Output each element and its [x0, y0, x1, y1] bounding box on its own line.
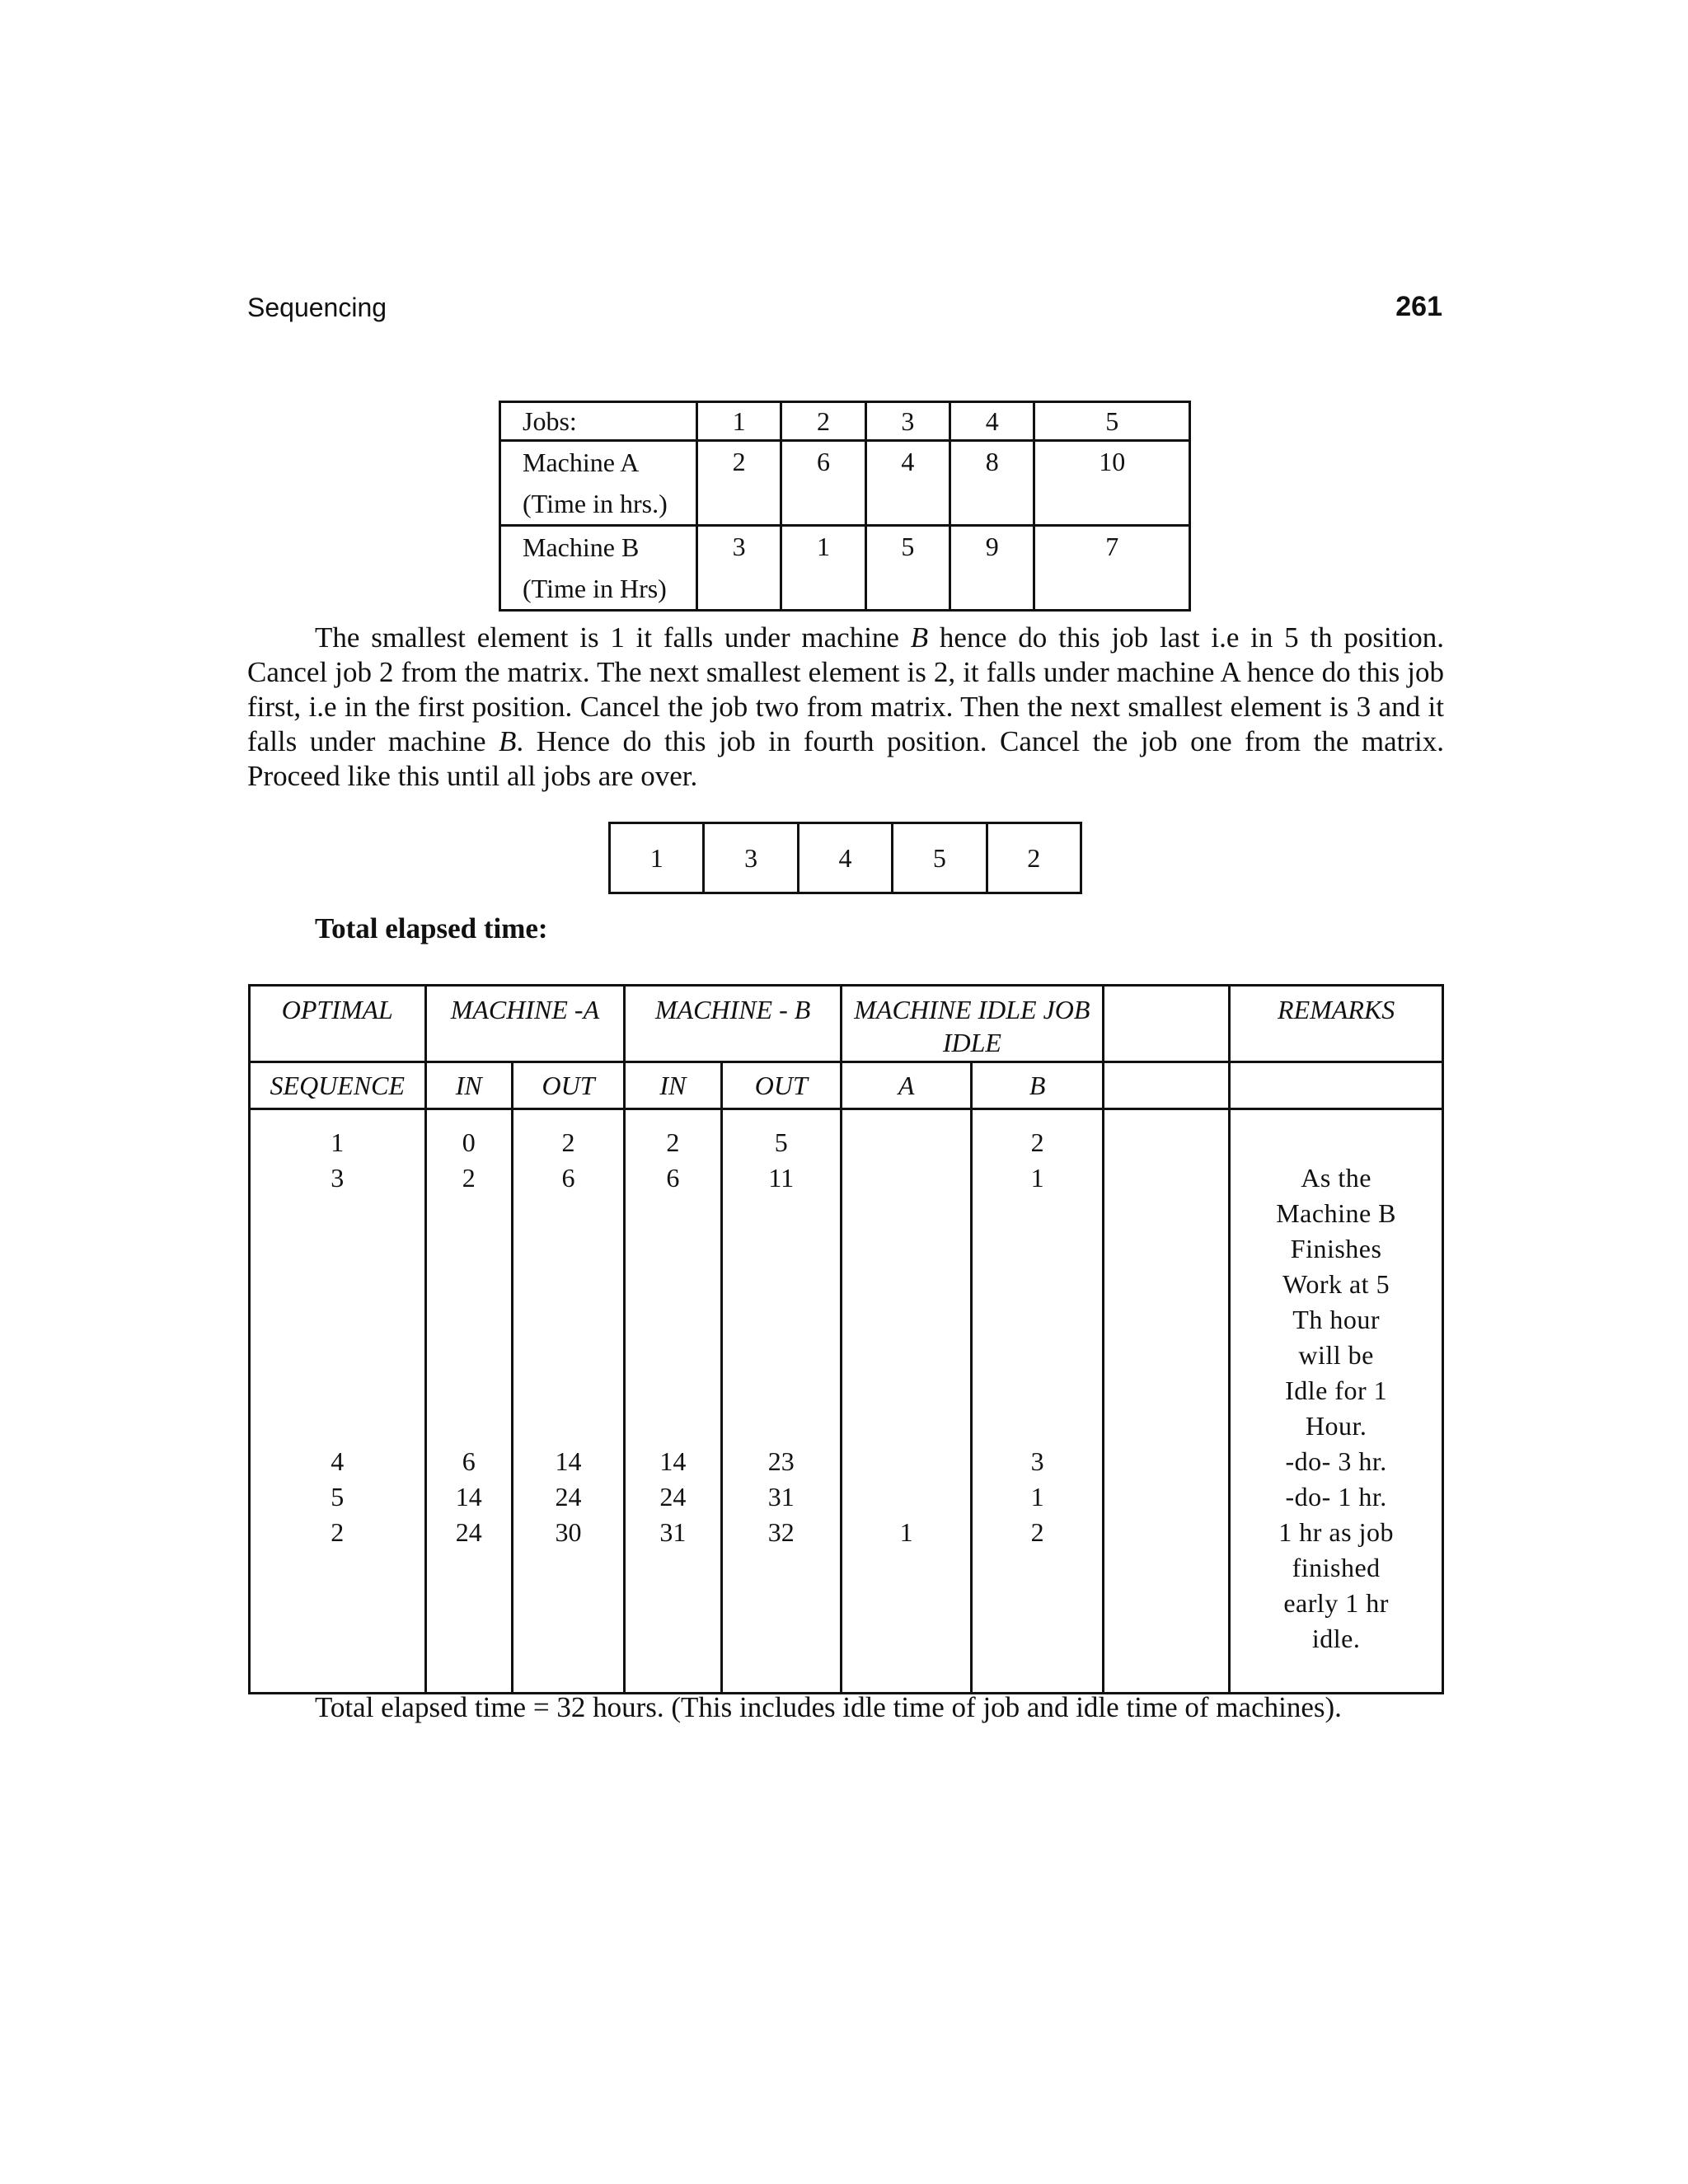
sequence-box: 5 — [893, 823, 987, 893]
cell-value: 30 — [555, 1517, 582, 1547]
cell-value: 6 — [462, 1446, 476, 1476]
header-machine-b: MACHINE - B — [625, 986, 842, 1062]
cell-value — [842, 1444, 970, 1479]
job-cell: 5 — [1034, 402, 1190, 441]
cell-value — [251, 1408, 424, 1444]
machine-a-time: 8 — [950, 441, 1034, 526]
cell-value: 2 — [1030, 1127, 1044, 1157]
header-remarks-2 — [1230, 1062, 1443, 1109]
cell-value: 2 — [561, 1127, 575, 1157]
cell-value: 24 — [555, 1482, 582, 1511]
cell-value: 14 — [455, 1482, 482, 1511]
page-number: 261 — [1395, 291, 1442, 322]
cell-value — [842, 1231, 970, 1267]
header-blank — [1103, 986, 1229, 1062]
remark-line: finished — [1292, 1553, 1381, 1582]
header-idle-a: A — [841, 1062, 971, 1109]
cell-value — [427, 1267, 511, 1302]
explanation-paragraph: The smallest element is 1 it falls under machine B hence do this job last i.e in 5 th position. Cancel job 2 from the matrix. The next smallest element is 2, it falls under machine A hence do this job first, i.e in the first position. Cancel the job two from matrix. Then the next smallest element is 3 and it falls under machine B. Hence do this job in fourth position. Cancel the job one from the matrix. Proceed like this until all jobs are over. — [247, 621, 1444, 792]
remark-line: Th hour — [1292, 1305, 1380, 1334]
idle-a-column — [841, 1109, 971, 1694]
sequence-column — [250, 1109, 426, 1694]
cell-value — [626, 1408, 720, 1444]
header-a-in: IN — [425, 1062, 512, 1109]
machine-b-label: Machine B (Time in Hrs) — [500, 526, 697, 611]
jobs-label: Jobs: — [500, 402, 697, 441]
cell-value — [723, 1408, 840, 1444]
cell-value — [723, 1338, 840, 1373]
cell-value: 2 — [331, 1517, 345, 1547]
remark-line: early 1 hr — [1283, 1588, 1389, 1618]
cell-value — [723, 1302, 840, 1338]
machine-b-out-column — [721, 1109, 841, 1694]
machine-b-time: 1 — [781, 526, 865, 611]
cell-value: 5 — [774, 1127, 788, 1157]
cell-value — [513, 1338, 623, 1373]
cell-value — [723, 1231, 840, 1267]
cell-value — [513, 1373, 623, 1408]
elapsed-time-table — [248, 984, 1444, 1694]
remark-line: -do- 1 hr. — [1285, 1482, 1387, 1511]
cell-value — [842, 1125, 970, 1160]
cell-value: 24 — [455, 1517, 482, 1547]
job-cell: 3 — [865, 402, 950, 441]
cell-value: 11 — [768, 1163, 795, 1193]
remarks-column — [1230, 1109, 1443, 1694]
cell-value — [842, 1160, 970, 1196]
cell-value: 31 — [659, 1517, 687, 1547]
cell-value — [251, 1373, 424, 1408]
remark-line: -do- 3 hr. — [1285, 1446, 1387, 1476]
machine-a-time: 10 — [1034, 441, 1190, 526]
machine-b-time: 3 — [697, 526, 781, 611]
cell-value — [842, 1196, 970, 1231]
remark-line: Finishes — [1290, 1234, 1382, 1263]
remark-line: will be — [1298, 1340, 1374, 1370]
cell-value: 6 — [561, 1163, 575, 1193]
cell-value: 1 — [331, 1127, 345, 1157]
cell-value — [973, 1338, 1101, 1373]
header-b-in: IN — [625, 1062, 721, 1109]
cell-value — [251, 1196, 424, 1231]
cell-value — [513, 1196, 623, 1231]
cell-value — [513, 1408, 623, 1444]
remark-line: Hour. — [1305, 1411, 1367, 1441]
machine-a-time: 6 — [781, 441, 865, 526]
cell-value — [513, 1267, 623, 1302]
job-cell: 4 — [950, 402, 1034, 441]
cell-value: 2 — [1030, 1517, 1044, 1547]
cell-value — [513, 1231, 623, 1267]
cell-value — [427, 1408, 511, 1444]
cell-value: 3 — [331, 1163, 345, 1193]
cell-value — [626, 1196, 720, 1231]
cell-value — [842, 1267, 970, 1302]
machine-b-time: 9 — [950, 526, 1034, 611]
cell-value — [973, 1302, 1101, 1338]
remark-line: Idle for 1 — [1285, 1376, 1388, 1405]
cell-value: 1 — [899, 1517, 913, 1547]
machine-b-time: 5 — [865, 526, 950, 611]
cell-value — [251, 1231, 424, 1267]
cell-value — [973, 1408, 1101, 1444]
remark-line — [1231, 1125, 1442, 1160]
cell-value — [973, 1373, 1101, 1408]
cell-value — [427, 1373, 511, 1408]
header-remarks: REMARKS — [1230, 986, 1443, 1062]
cell-value — [723, 1373, 840, 1408]
cell-value — [427, 1302, 511, 1338]
cell-value — [973, 1231, 1101, 1267]
cell-value: 24 — [659, 1482, 687, 1511]
job-cell: 2 — [781, 402, 865, 441]
cell-value — [973, 1267, 1101, 1302]
subheading: Total elapsed time: — [315, 912, 548, 944]
remark-line: 1 hr as job — [1278, 1517, 1394, 1547]
processing-time-table — [499, 401, 1191, 612]
sequence-box: 2 — [987, 823, 1081, 893]
sequence-box: 3 — [704, 823, 798, 893]
cell-value — [626, 1302, 720, 1338]
cell-value: 14 — [659, 1446, 687, 1476]
cell-value: 32 — [767, 1517, 795, 1547]
cell-value — [842, 1373, 970, 1408]
cell-value — [973, 1196, 1101, 1231]
cell-value — [842, 1338, 970, 1373]
remark-line: As the — [1301, 1163, 1372, 1193]
cell-value — [251, 1338, 424, 1373]
header-b-out: OUT — [721, 1062, 841, 1109]
machine-b-time: 7 — [1034, 526, 1190, 611]
cell-value: 2 — [666, 1127, 680, 1157]
optimal-sequence-boxes — [608, 822, 1082, 894]
cell-value: 1 — [1030, 1482, 1044, 1511]
cell-value: 0 — [462, 1127, 476, 1157]
header-machine-a: MACHINE -A — [425, 986, 625, 1062]
cell-value — [842, 1302, 970, 1338]
cell-value: 4 — [331, 1446, 345, 1476]
cell-value: 23 — [767, 1446, 795, 1476]
header-sequence: SEQUENCE — [250, 1062, 426, 1109]
cell-value — [626, 1267, 720, 1302]
remark-line: Machine B — [1276, 1198, 1397, 1228]
cell-value — [427, 1231, 511, 1267]
header-optimal: OPTIMAL — [250, 986, 426, 1062]
cell-value — [723, 1196, 840, 1231]
idle-b-column — [972, 1109, 1103, 1694]
cell-value: 2 — [462, 1163, 476, 1193]
blank-column — [1103, 1109, 1229, 1694]
cell-value — [626, 1373, 720, 1408]
header-a-out: OUT — [512, 1062, 624, 1109]
cell-value — [626, 1231, 720, 1267]
cell-value: 1 — [1030, 1163, 1044, 1193]
total-elapsed-time-statement: Total elapsed time = 32 hours. (This includes idle time of job and idle time of machines). — [315, 1691, 1342, 1723]
cell-value: 3 — [1030, 1446, 1044, 1476]
cell-value — [251, 1267, 424, 1302]
cell-value — [842, 1408, 970, 1444]
cell-value — [626, 1338, 720, 1373]
running-header-section: Sequencing — [247, 293, 387, 322]
cell-value — [427, 1338, 511, 1373]
remark-line: idle. — [1311, 1624, 1361, 1653]
sequence-box: 1 — [610, 823, 704, 893]
machine-a-label: Machine A (Time in hrs.) — [500, 441, 697, 526]
cell-value — [842, 1479, 970, 1515]
job-cell: 1 — [697, 402, 781, 441]
cell-value: 14 — [555, 1446, 582, 1476]
cell-value: 31 — [767, 1482, 795, 1511]
remark-line: Work at 5 — [1282, 1269, 1390, 1299]
cell-value — [723, 1267, 840, 1302]
machine-b-in-column — [625, 1109, 721, 1694]
cell-value — [251, 1302, 424, 1338]
cell-value — [513, 1302, 623, 1338]
machine-a-time: 4 — [865, 441, 950, 526]
header-idle-b: B — [972, 1062, 1103, 1109]
machine-a-out-column — [512, 1109, 624, 1694]
machine-a-in-column — [425, 1109, 512, 1694]
machine-a-time: 2 — [697, 441, 781, 526]
header-blank-2 — [1103, 1062, 1229, 1109]
cell-value: 6 — [666, 1163, 680, 1193]
sequence-box: 4 — [798, 823, 892, 893]
cell-value — [427, 1196, 511, 1231]
header-machine-idle: MACHINE IDLE JOB IDLE — [841, 986, 1103, 1062]
cell-value: 5 — [331, 1482, 345, 1511]
